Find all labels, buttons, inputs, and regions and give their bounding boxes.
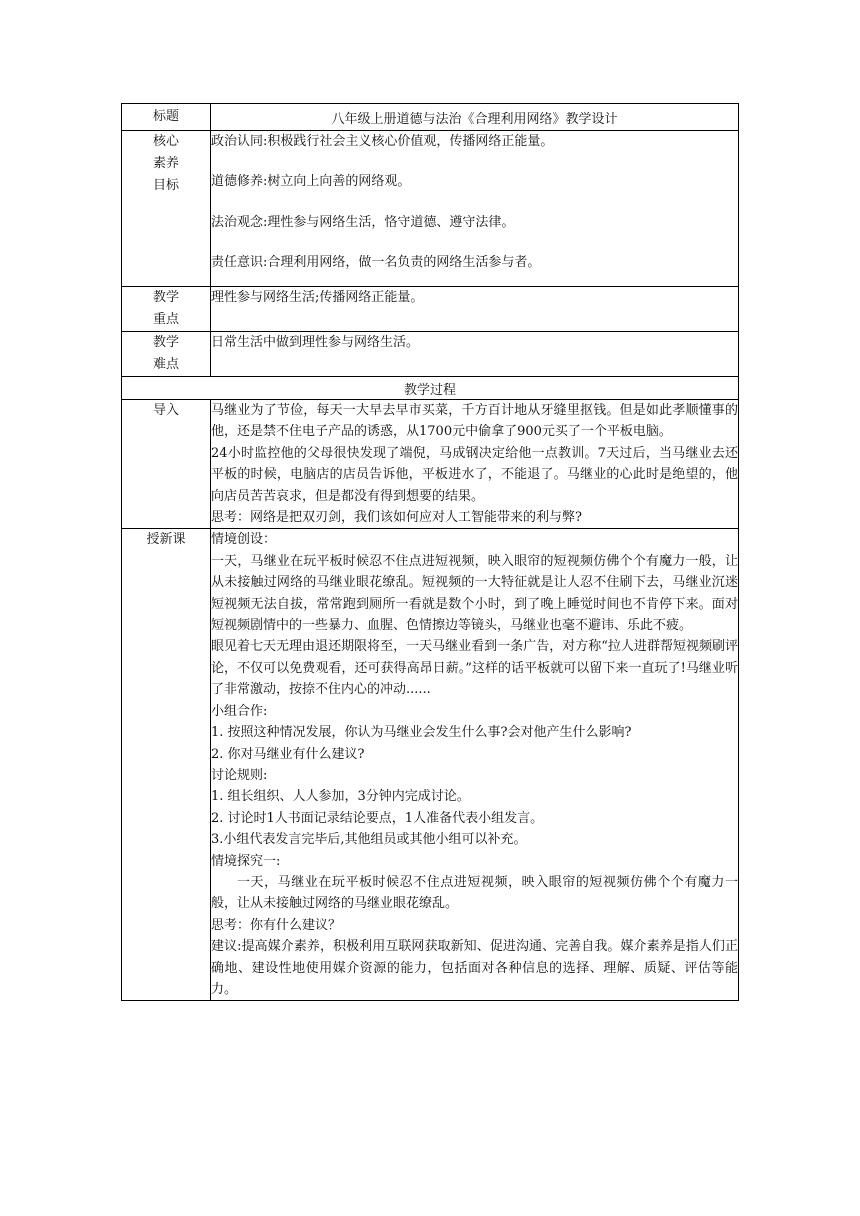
core-goals-label-line: 核心 xyxy=(152,134,179,149)
key-points-text: 理性参与网络生活;传播网络正能量。 xyxy=(211,287,739,332)
intro-label: 导入 xyxy=(122,400,211,529)
goal-responsibility: 责任意识:合理利用网络，做一名负责的网络生活参与者。 xyxy=(211,255,541,271)
difficult-points-label-line: 教学 xyxy=(152,335,179,350)
think-question: 思考：你有什么建议？ xyxy=(211,917,342,933)
intro-paragraph: 24小时监控他的父母很快发现了端倪，马成钢决定给他一点教训。7天过后，当马继业去还平板的时候，电脑店的店员告诉他，平板进水了，不能退了。马继业的心此时是绝望的，他向店员苦苦哀求，但是都没有得到想要的结果。 xyxy=(211,445,738,504)
rule-item: 3.小组代表发言完毕后,其他组员或其他小组可以补充。 xyxy=(211,832,527,848)
group-work-heading: 小组合作: xyxy=(211,703,268,719)
group-work-question: 1. 按照这种情况发展，你认为马继业会发生什么事?会对他产生什么影响? xyxy=(211,725,632,741)
goal-moral: 道德修养:树立向上向善的网络观。 xyxy=(211,174,411,190)
group-work-question: 2. 你对马继业有什么建议? xyxy=(211,746,365,762)
new-lesson-label: 授新课 xyxy=(122,529,211,1001)
title-label: 标题 xyxy=(122,104,211,131)
scenario-paragraph: 眼见着七天无理由退还期限将至，一天马继业看到一条广告，对方称“拉人进群帮短视频刷评论，不仅可以免费观看，还可获得高昂日薪。”这样的话平板就可以留下来一直玩了!马继业听了非常激动，按捺不住内心的冲动...... xyxy=(211,639,738,698)
intro-row xyxy=(122,400,739,529)
process-section-title: 教学过程 xyxy=(122,377,739,400)
intro-question: 思考：网络是把双刃剑，我们该如何应对人工智能带来的利与弊? xyxy=(211,510,582,526)
key-points-row xyxy=(122,287,739,332)
inquiry-heading: 情境探究一: xyxy=(211,853,281,869)
scenario-heading: 情境创设： xyxy=(211,532,277,548)
key-points-label-line: 教学 xyxy=(152,290,179,305)
goal-legal: 法治观念:理性参与网络生活，恪守道德、遵守法律。 xyxy=(211,214,515,230)
difficult-points-row xyxy=(122,332,739,377)
lesson-plan-table xyxy=(121,103,739,1001)
core-goals-row xyxy=(122,131,739,287)
new-lesson-content xyxy=(211,529,739,1001)
core-goals-content xyxy=(211,131,739,287)
core-goals-label xyxy=(122,131,211,287)
key-points-label-line: 重点 xyxy=(152,312,179,327)
rule-item: 1. 组长组织、人人参加，3分钟内完成讨论。 xyxy=(211,789,470,805)
new-lesson-row xyxy=(122,529,739,1001)
goal-political: 政治认同:积极践行社会主义核心价值观，传播网络正能量。 xyxy=(211,134,554,149)
difficult-points-text: 日常生活中做到理性参与网络生活。 xyxy=(211,332,739,377)
suggestion-paragraph: 建议:提高媒介素养，积极利用互联网获取新知、促进沟通、完善自我。媒介素养是指人们正确地、建设性地使用媒介资源的能力，包括面对各种信息的选择、理解、质疑、评估等能力。 xyxy=(211,939,738,997)
title-row xyxy=(122,104,739,131)
inquiry-paragraph: 一天，马继业在玩平板时候忍不住点进短视频，映入眼帘的短视频仿佛个个有魔力一般，让从未接触过网络的马继业眼花缭乱。 xyxy=(211,874,738,912)
intro-content xyxy=(211,400,739,529)
rule-item: 2. 讨论时1人书面记录结论要点，1人准备代表小组发言。 xyxy=(211,810,544,826)
scenario-paragraph: 一天，马继业在玩平板时候忍不住点进短视频，映入眼帘的短视频仿佛个个有魔力一般，让从未接触过网络的马继业眼花缭乱。短视频的一大特征就是让人忍不住刷下去，马继业沉迷短视频无法自拔，常常跑到厕所一看就是数个小时，到了晚上睡觉时间也不肯停下来。面对短视频剧情中的一些暴力、血腥、色情擦边等镜头，马继业也毫不避讳、乐此不疲。 xyxy=(211,553,738,634)
difficult-points-label xyxy=(122,332,211,377)
process-header-row xyxy=(122,377,739,400)
intro-paragraph: 马继业为了节俭，每天一大早去早市买菜，千方百计地从牙缝里抠钱。但是如此孝顺懂事的他，还是禁不住电子产品的诱惑，从1700元中偷拿了900元买了一个平板电脑。 xyxy=(211,403,738,440)
document-title: 八年级上册道德与法治《合理利用网络》教学设计 xyxy=(211,104,739,131)
rules-heading: 讨论规则: xyxy=(211,767,268,783)
difficult-points-label-line: 难点 xyxy=(152,357,179,372)
core-goals-label-line: 素养 xyxy=(152,156,179,171)
key-points-label xyxy=(122,287,211,332)
core-goals-label-line: 目标 xyxy=(152,178,179,193)
